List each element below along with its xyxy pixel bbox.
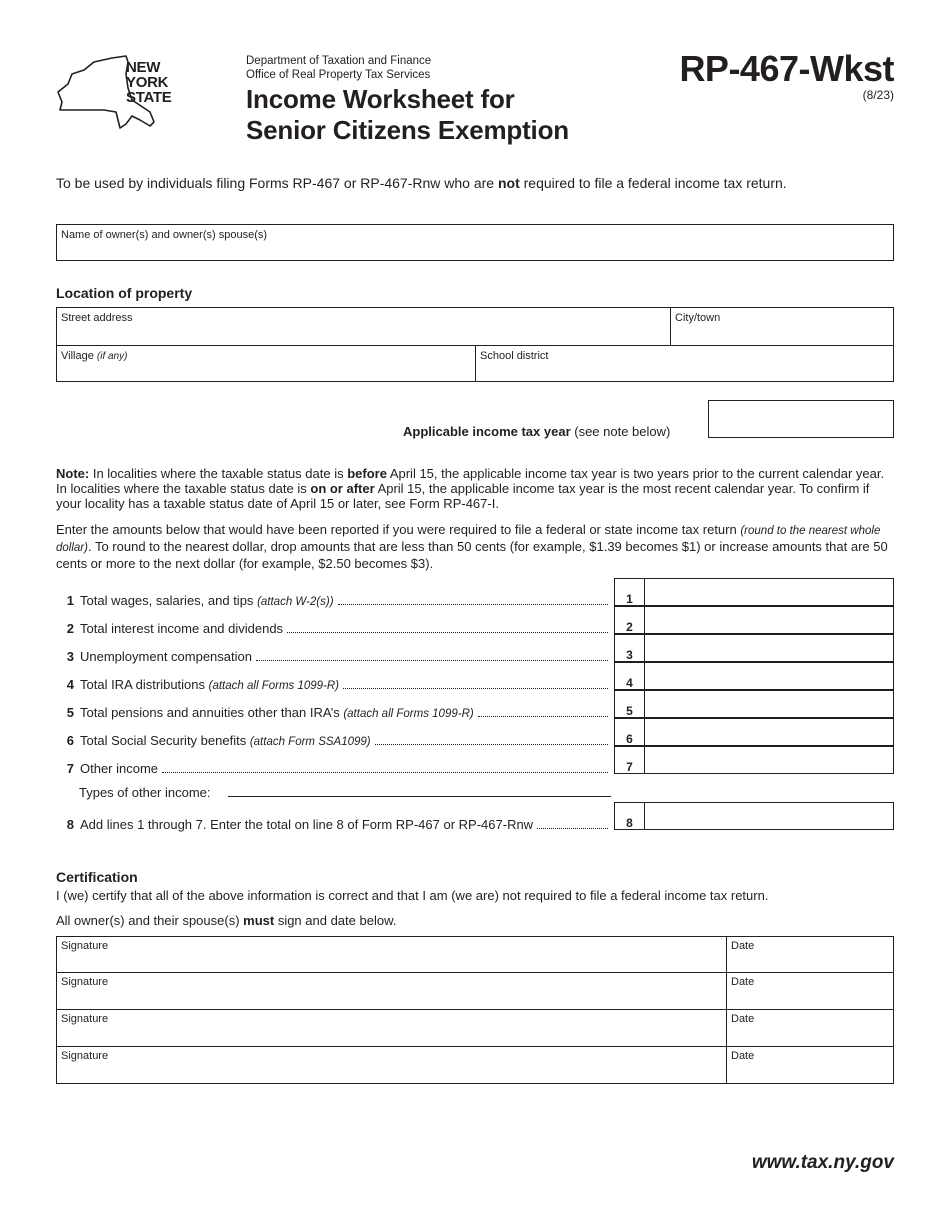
line-text: Total IRA distributions [80, 677, 206, 692]
date-field[interactable]: Date [731, 1013, 755, 1025]
line-number: 5 [66, 705, 74, 720]
line-8-number-box: 8 [614, 802, 644, 830]
leader-dots [537, 828, 608, 829]
line-8 [56, 808, 612, 836]
line-text: Total wages, salaries, and tips [80, 593, 254, 608]
logo-word-3: STATE [126, 89, 172, 106]
certification-statement: I (we) certify that all of the above information is correct and that I am (we are) not required to file a federal income tax return. [56, 888, 769, 903]
leader-dots [338, 604, 608, 605]
note-part-3: April 15, the applicable income tax year is the most recent calendar year. To confirm if your locality has a taxable status date of April 15 or later, see Form RP-467-I. [56, 481, 870, 511]
line-5 [56, 696, 612, 724]
village-label-text: Village [61, 350, 94, 362]
other-income-types-label: Types of other income: [79, 785, 211, 800]
website-url[interactable]: www.tax.ny.gov [751, 1152, 894, 1173]
line-2-amount-input[interactable] [644, 606, 894, 634]
line-number: 3 [66, 649, 74, 664]
owner-name-label: Name of owner(s) and owner(s) spouse(s) [61, 229, 268, 241]
tax-year-input[interactable] [708, 400, 894, 438]
signing-instruction [56, 913, 396, 928]
line-text: Total pensions and annuities other than IRA’s [80, 705, 340, 720]
rounding-part-2: . To round to the nearest dollar, drop amounts that are less than 50 cents (for example, $1.39 becomes $1) or increase amounts that are 50 cents or more to the next dollar (for example, $2.50 becomes $3). [56, 539, 888, 571]
signature-field[interactable]: Signature [57, 937, 727, 972]
form-revision: (8/23) [862, 88, 894, 102]
intro-part-2: required to file a federal income tax return. [519, 175, 787, 191]
tax-year-label [403, 424, 670, 439]
signature-row [56, 1047, 894, 1084]
line-7 [56, 752, 612, 780]
line-7-amount-input[interactable] [644, 746, 894, 774]
date-field[interactable]: Date [731, 976, 755, 988]
line-label [80, 705, 474, 720]
logo-word-2: YORK [126, 74, 169, 91]
street-address-field[interactable] [56, 307, 671, 346]
line-label [80, 593, 334, 608]
school-district-field[interactable] [475, 345, 894, 382]
signing-part-1: All owner(s) and their spouse(s) [56, 913, 244, 928]
intro-part-1: To be used by individuals filing Forms RP-467 or RP-467-Rnw who are [56, 175, 498, 191]
signature-row [56, 973, 894, 1010]
leader-dots [256, 660, 608, 661]
page-title [246, 84, 569, 146]
school-district-label: School district [480, 350, 549, 362]
location-heading: Location of property [56, 285, 193, 301]
line-note: (attach all Forms 1099-R) [208, 680, 340, 692]
signature-row [56, 936, 894, 973]
signing-part-2: sign and date below. [274, 913, 397, 928]
line-3-number-box: 3 [614, 634, 644, 662]
line-1-amount-input[interactable] [644, 578, 894, 606]
rounding-instructions [56, 522, 896, 571]
line-5-number-box: 5 [614, 690, 644, 718]
line-text: Add lines 1 through 7. Enter the total on line 8 of Form RP-467 or RP-467-Rnw [80, 817, 534, 832]
line-label [80, 677, 339, 692]
note-part-1: In localities where the taxable status date is [89, 466, 348, 481]
city-town-label: City/town [675, 312, 721, 324]
leader-dots [375, 744, 608, 745]
department-name [246, 54, 431, 82]
date-field[interactable]: Date [731, 1050, 755, 1062]
line-number: 4 [66, 677, 74, 692]
village-field[interactable] [56, 345, 476, 382]
line-3 [56, 640, 612, 668]
note-paragraph [56, 466, 896, 511]
note-bold-on-or-after: on or after [310, 481, 375, 496]
line-1-number-box: 1 [614, 578, 644, 606]
line-8-amount-input[interactable] [644, 802, 894, 830]
title-line-2: Senior Citizens Exemption [246, 115, 569, 145]
line-text: Total interest income and dividends [80, 621, 284, 636]
line-6-amount-input[interactable] [644, 718, 894, 746]
line-6-number-box: 6 [614, 718, 644, 746]
signing-bold: must [243, 913, 275, 928]
leader-dots [343, 688, 608, 689]
title-line-1: Income Worksheet for [246, 84, 515, 114]
line-text: Total Social Security benefits [80, 733, 247, 748]
line-number: 2 [66, 621, 74, 636]
signature-field[interactable]: Signature [57, 1047, 727, 1083]
village-label [57, 346, 475, 363]
leader-dots [478, 716, 608, 717]
line-text: Other income [80, 761, 159, 776]
line-note: (attach W-2(s)) [257, 596, 334, 608]
rounding-italic: (round to the nearest whole dollar) [56, 525, 881, 554]
intro-bold: not [497, 175, 520, 191]
intro-text [56, 175, 787, 191]
line-number: 6 [66, 733, 74, 748]
rounding-part-1: Enter the amounts below that would have been reported if you were required to file a federal or state income tax return [56, 522, 741, 537]
certification-heading: Certification [56, 869, 138, 885]
village-note: (if any) [96, 351, 128, 362]
signature-row [56, 1010, 894, 1047]
street-address-label: Street address [61, 312, 133, 324]
line-note: (attach all Forms 1099-R) [343, 708, 474, 720]
line-5-amount-input[interactable] [644, 690, 894, 718]
line-number: 1 [66, 593, 74, 608]
line-4-number-box: 4 [614, 662, 644, 690]
owner-name-field[interactable] [56, 224, 894, 261]
line-text: Unemployment compensation [80, 649, 252, 664]
line-note: (attach Form SSA1099) [249, 736, 371, 748]
line-1 [56, 584, 612, 612]
nys-logo [54, 54, 184, 134]
line-label [80, 733, 371, 748]
leader-dots [162, 772, 608, 773]
tax-year-label-bold: Applicable income tax year [403, 424, 571, 439]
line-2-number-box: 2 [614, 606, 644, 634]
line-6 [56, 724, 612, 752]
city-town-field[interactable] [670, 307, 894, 346]
logo-word-1: NEW [126, 59, 161, 76]
line-2 [56, 612, 612, 640]
form-number: RP-467-Wkst [679, 48, 894, 89]
dept-line-2: Office of Real Property Tax Services [246, 69, 431, 81]
note-lead: Note: [56, 466, 90, 481]
note-part-2: April 15, the applicable income tax year is two years prior to the current calendar year. In localities where the taxable status date is [56, 466, 885, 496]
other-income-types-input[interactable] [228, 796, 611, 797]
line-number: 7 [66, 761, 74, 776]
note-bold-before: before [347, 466, 387, 481]
line-7-number-box: 7 [614, 746, 644, 774]
line-3-amount-input[interactable] [644, 634, 894, 662]
dept-line-1: Department of Taxation and Finance [246, 55, 432, 67]
leader-dots [287, 632, 608, 633]
line-number: 8 [66, 817, 74, 832]
date-field[interactable]: Date [731, 940, 755, 952]
tax-year-label-rest: (see note below) [570, 424, 671, 439]
signature-field[interactable]: Signature [57, 1010, 727, 1046]
line-4-amount-input[interactable] [644, 662, 894, 690]
line-4 [56, 668, 612, 696]
signature-field[interactable]: Signature [57, 973, 727, 1009]
signature-table [56, 936, 894, 1084]
